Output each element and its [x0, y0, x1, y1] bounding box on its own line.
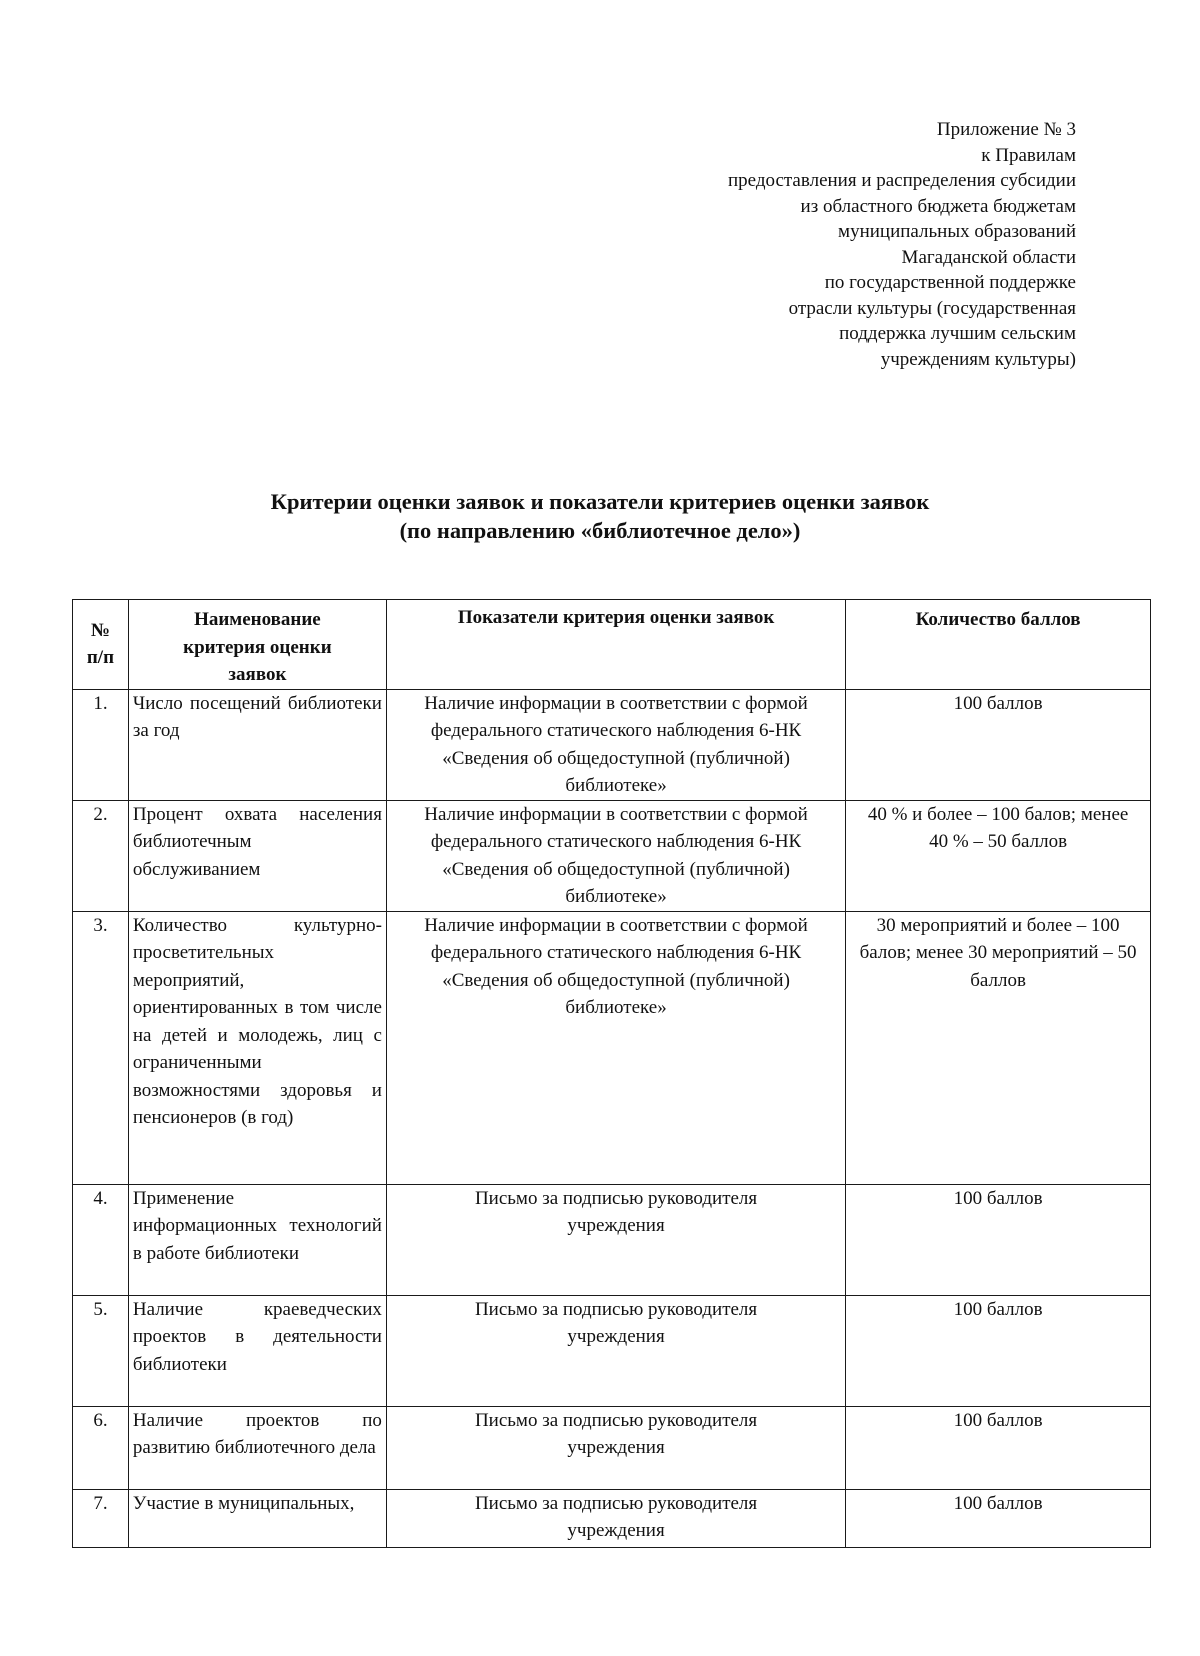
document-title-line-1: Критерии оценки заявок и показатели критериев оценки заявок [270, 489, 930, 514]
appendix-line: отрасли культуры (государственная [788, 297, 1076, 319]
header-number [73, 600, 129, 690]
row-score: 100 баллов [846, 689, 1151, 800]
row-score: 100 баллов [846, 1295, 1151, 1406]
row-indicator: Письмо за подписью руководителя учреждения [386, 1489, 845, 1547]
appendix-line: муниципальных образований [838, 221, 1076, 242]
header-number-abbr: п/п [86, 647, 115, 669]
header-criterion-name: Наименование критерия оценки заявок [128, 600, 386, 690]
row-criterion-name: Применение информационных технологий в работе библиотеки [128, 1184, 386, 1295]
row-criterion-name: Наличие краеведческих проектов в деятельности библиотеки [128, 1295, 386, 1406]
appendix-line: к Правилам [981, 144, 1076, 166]
appendix-line: из областного бюджета бюджетам [800, 195, 1076, 217]
row-indicator: Наличие информации в соответствии с формой федерального статического наблюдения 6-НК «Сведения об общедоступной (публичной) библиотеке» [386, 911, 845, 1184]
document-title-line-2: (по направлению «библиотечное дело») [399, 518, 801, 543]
row-number: 3. [73, 911, 129, 1184]
appendix-line: Магаданской области [901, 246, 1076, 268]
row-number: 2. [73, 800, 129, 911]
appendix-line: поддержка лучшим сельским [839, 323, 1076, 344]
row-number: 4. [73, 1184, 129, 1295]
row-score: 100 баллов [846, 1184, 1151, 1295]
table-row [73, 1489, 1151, 1547]
row-score: 100 баллов [846, 1489, 1151, 1547]
appendix-line: Приложение № 3 [936, 119, 1076, 140]
table-row [73, 1184, 1151, 1295]
header-score: Количество баллов [846, 600, 1151, 690]
row-criterion-name: Число посещений библиотеки за год [128, 689, 386, 800]
document-title [0, 487, 1200, 545]
row-number: 1. [73, 689, 129, 800]
table-row [73, 800, 1151, 911]
appendix-line: по государственной поддержке [824, 272, 1076, 293]
appendix-block [516, 117, 1076, 372]
row-criterion-name: Участие в муниципальных, [128, 1489, 386, 1547]
header-indicator: Показатели критерия оценки заявок [386, 600, 845, 690]
header-number-symbol: № [90, 619, 110, 641]
row-indicator: Письмо за подписью руководителя учреждения [386, 1406, 845, 1489]
row-indicator: Наличие информации в соответствии с формой федерального статического наблюдения 6-НК «Сведения об общедоступной (публичной) библиотеке» [386, 800, 845, 911]
appendix-line: учреждениям культуры) [880, 348, 1076, 370]
table-row [73, 689, 1151, 800]
row-indicator: Письмо за подписью руководителя учреждения [386, 1184, 845, 1295]
table-row [73, 911, 1151, 1184]
appendix-line: предоставления и распределения субсидии [727, 170, 1076, 191]
table-row [73, 1406, 1151, 1489]
row-criterion-name: Процент охвата населения библиотечным обслуживанием [128, 800, 386, 911]
row-score: 40 % и более – 100 балов; менее 40 % – 50 баллов [846, 800, 1151, 911]
row-score: 100 баллов [846, 1406, 1151, 1489]
row-criterion-name: Количество культурно-просветительных мероприятий, ориентированных в том числе на детей и молодежь, лиц с ограниченными возможностями здоровья и пенсионеров (в год) [128, 911, 386, 1184]
row-indicator: Письмо за подписью руководителя учреждения [386, 1295, 845, 1406]
row-score: 30 мероприятий и более – 100 балов; менее 30 мероприятий – 50 баллов [846, 911, 1151, 1184]
row-number: 6. [73, 1406, 129, 1489]
criteria-table [72, 599, 1151, 1548]
row-indicator: Наличие информации в соответствии с формой федерального статического наблюдения 6-НК «Сведения об общедоступной (публичной) библиотеке» [386, 689, 845, 800]
table-row [73, 1295, 1151, 1406]
row-criterion-name: Наличие проектов по развитию библиотечного дела [128, 1406, 386, 1489]
table-header-row [73, 600, 1151, 690]
row-number: 5. [73, 1295, 129, 1406]
row-number: 7. [73, 1489, 129, 1547]
